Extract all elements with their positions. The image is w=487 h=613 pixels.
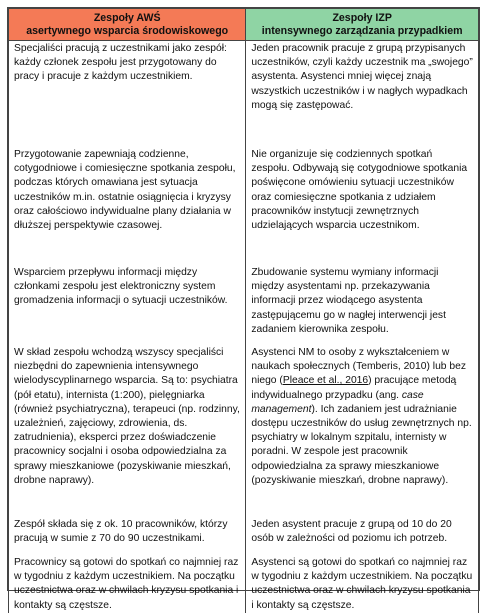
- cell-izp-meetings: [246, 148, 479, 266]
- cell-izp-team-work: [246, 41, 479, 149]
- cell-aws-meetings: [9, 148, 246, 266]
- cell-izp-size: [246, 518, 479, 556]
- cell-izp-info-flow: [246, 266, 479, 346]
- table-row: [9, 556, 479, 613]
- text-part: Asystenci NM to osoby z wykształceniem w naukach społecznych (Temberis, 2010) lub bez niego (: [251, 347, 466, 387]
- cell-text: Zespół składa się z ok. 10 pracowników, którzy pracują w sumie z 70 do 90 uczestnikami.: [14, 519, 228, 545]
- cell-text: Nie organizuje się codziennych spotkań zespołu. Odbywają się cotygodniowe spotkania poświęcone omówieniu sytuacji uczestników oraz comiesięczne spotkania z udziałem pracowników instytucji zewnętrznych udzielających wsparcia uczestnikom.: [251, 149, 468, 232]
- cell-text: [251, 346, 473, 488]
- cell-text: Jeden pracownik pracuje z grupą przypisanych uczestników, czyli każdy uczestnik ma „swojego” asystenta. Asystenci mniej więcej znają wszystkich uczestników i w nagłych wypadkach mogą się zastępować.: [251, 43, 473, 111]
- cell-text: Jeden asystent pracuje z grupą od 10 do 20 osób w zależności od poziomu ich potrzeb.: [251, 519, 452, 545]
- cell-text: Asystenci są gotowi do spotkań co najmniej raz w tygodniu z każdym uczestnikiem. Na początku uczestnictwa oraz w chwilach kryzysu spotkania i kontakty są częstsze.: [251, 557, 473, 611]
- cell-text: W skład zespołu wchodzą wszyscy specjaliści niezbędni do zapewnienia intensywnego wielodyscyplinarnego wsparcia. Są to: psychiatra (pół etatu), internista (1:200), pielęgniarka (również psychiatryczna), terapeuci (np. rodzinny, uzależnień, zajęciowy, zdrowienia, ds. zatrudnienia), eksperci przez doświadczenie pracownicy socjalni i osoba odpowiedzialna za sprawy mieszkaniowe (pozyskiwanie mieszkań, drobne naprawy).: [14, 347, 240, 486]
- table-row: [9, 518, 479, 556]
- header-aws-title: Zespoły AWŚ: [93, 11, 161, 24]
- cell-izp-composition: [246, 346, 479, 518]
- text-part: ) pracujące metodą indywidualnego przypadku (ang.: [251, 375, 457, 401]
- cell-text: Wsparciem przepływu informacji między członkami zespołu jest elektroniczny system gromadzenia informacji o sytuacji uczestników.: [14, 267, 228, 307]
- cell-aws-team-work: [9, 41, 246, 149]
- citation-link[interactable]: Pleace et al., 2016: [282, 375, 369, 387]
- cell-text: Zbudowanie systemu wymiany informacji między asystentami np. przekazywania informacji przez wiodącego asystenta zastępującemu go w nagłej interwencji jest zadaniem kierownika zespołu.: [251, 267, 446, 335]
- comparison-table-frame: [7, 7, 480, 611]
- text-part: ). Ich zadaniem jest udrażnianie dostępu uczestników do usług zewnętrznych np. psychiatry w lokalnym szpitalu, internisty w poradni. W zespole jest pracownik odpowiedzialna za sprawy mieszkaniowe (pozyskiwanie mieszkań, drobne naprawy).: [251, 403, 472, 486]
- table-row: [9, 41, 479, 149]
- header-izp-title: Zespoły IZP: [332, 11, 392, 24]
- header-aws-subtitle: asertywnego wsparcia środowiskowego: [26, 24, 229, 37]
- cell-aws-composition: [9, 346, 246, 518]
- cell-text: Pracownicy są gotowi do spotkań co najmniej raz w tygodniu z każdym uczestnikiem. Na początku uczestnictwa oraz w chwilach kryzysu spotkania i kontakty są częstsze.: [14, 557, 239, 611]
- table-row: [9, 346, 479, 518]
- header-izp: [246, 9, 479, 41]
- comparison-table: [8, 8, 479, 613]
- emphasis-text: case management: [251, 389, 424, 415]
- table-row: [9, 148, 479, 266]
- header-izp-subtitle: intensywnego zarządzania przypadkiem: [261, 24, 463, 37]
- table-row: [9, 266, 479, 346]
- cell-aws-info-flow: [9, 266, 246, 346]
- header-row: [9, 9, 479, 41]
- header-aws: [9, 9, 246, 41]
- cell-text: Specjaliści pracują z uczestnikami jako zespół: każdy członek zespołu jest przygotowany do pracy i pracuje z każdym uczestnikiem.: [14, 43, 227, 83]
- cell-text: Przygotowanie zapewniają codzienne, cotygodniowe i comiesięczne spotkania zespołu, podczas których omawiana jest sytuacja uczestników m.in. ostatnie osiągnięcia i kryzysy oraz całościowo indywidualne plany działania w dłuższej perspektywie czasowej.: [14, 149, 236, 232]
- cell-aws-contact: [9, 556, 246, 613]
- cell-izp-contact: [246, 556, 479, 613]
- cell-aws-size: [9, 518, 246, 556]
